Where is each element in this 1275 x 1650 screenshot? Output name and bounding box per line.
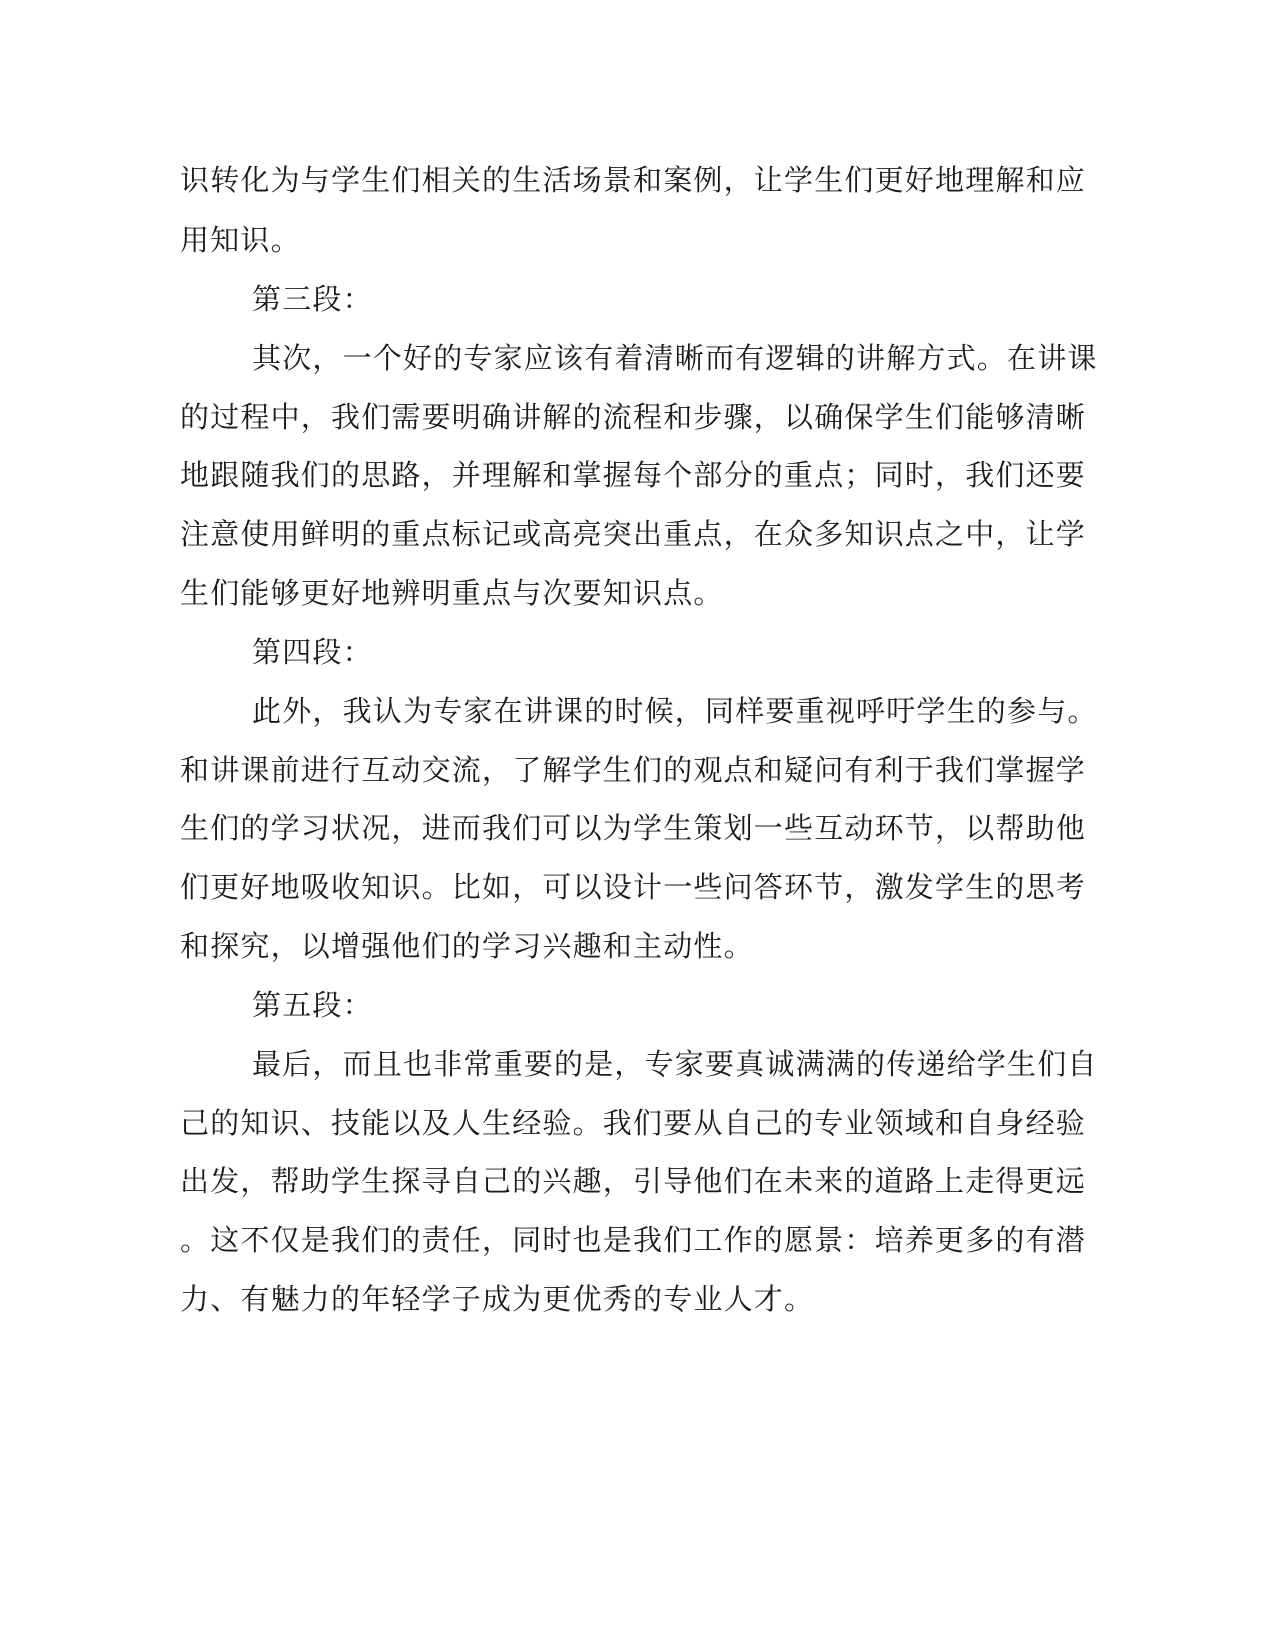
body-text-line: 出发，帮助学生探寻自己的兴趣，引导他们在未来的道路上走得更远 bbox=[180, 1164, 1087, 1198]
body-text-line: 注意使用鲜明的重点标记或高亮突出重点，在众多知识点之中，让学 bbox=[180, 517, 1087, 551]
section-heading: 第四段： bbox=[252, 635, 373, 669]
body-text-line: 力、有魅力的年轻学子成为更优秀的专业人才。 bbox=[180, 1282, 815, 1316]
section-heading: 第三段： bbox=[252, 282, 373, 316]
body-text-line: 最后，而且也非常重要的是，专家要真诚满满的传递给学生们自 bbox=[252, 1047, 1098, 1081]
body-text-line: 用知识。 bbox=[180, 223, 301, 257]
body-text-line: 的过程中，我们需要明确讲解的流程和步骤，以确保学生们能够清晰 bbox=[180, 400, 1087, 434]
body-text-line: 和探究，以增强他们的学习兴趣和主动性。 bbox=[180, 929, 754, 963]
body-text-line: 们更好地吸收知识。比如，可以设计一些问答环节，激发学生的思考 bbox=[180, 870, 1087, 904]
body-text-line: 生们的学习状况，进而我们可以为学生策划一些互动环节，以帮助他 bbox=[180, 811, 1087, 845]
body-text-line: 地跟随我们的思路，并理解和掌握每个部分的重点；同时，我们还要 bbox=[180, 458, 1087, 492]
body-text-line: 生们能够更好地辨明重点与次要知识点。 bbox=[180, 576, 724, 610]
body-text-line: 此外，我认为专家在讲课的时候，同样要重视呼吁学生的参与。 bbox=[252, 694, 1098, 728]
body-text-line: 其次，一个好的专家应该有着清晰而有逻辑的讲解方式。在讲课 bbox=[252, 341, 1098, 375]
section-heading: 第五段： bbox=[252, 988, 373, 1022]
body-text-line: 识转化为与学生们相关的生活场景和案例，让学生们更好地理解和应 bbox=[180, 163, 1087, 197]
body-text-line: 和讲课前进行互动交流，了解学生们的观点和疑问有利于我们掌握学 bbox=[180, 753, 1087, 787]
body-text-line: 。这不仅是我们的责任，同时也是我们工作的愿景：培养更多的有潜 bbox=[180, 1223, 1087, 1257]
body-text-line: 己的知识、技能以及人生经验。我们要从自己的专业领域和自身经验 bbox=[180, 1106, 1087, 1140]
